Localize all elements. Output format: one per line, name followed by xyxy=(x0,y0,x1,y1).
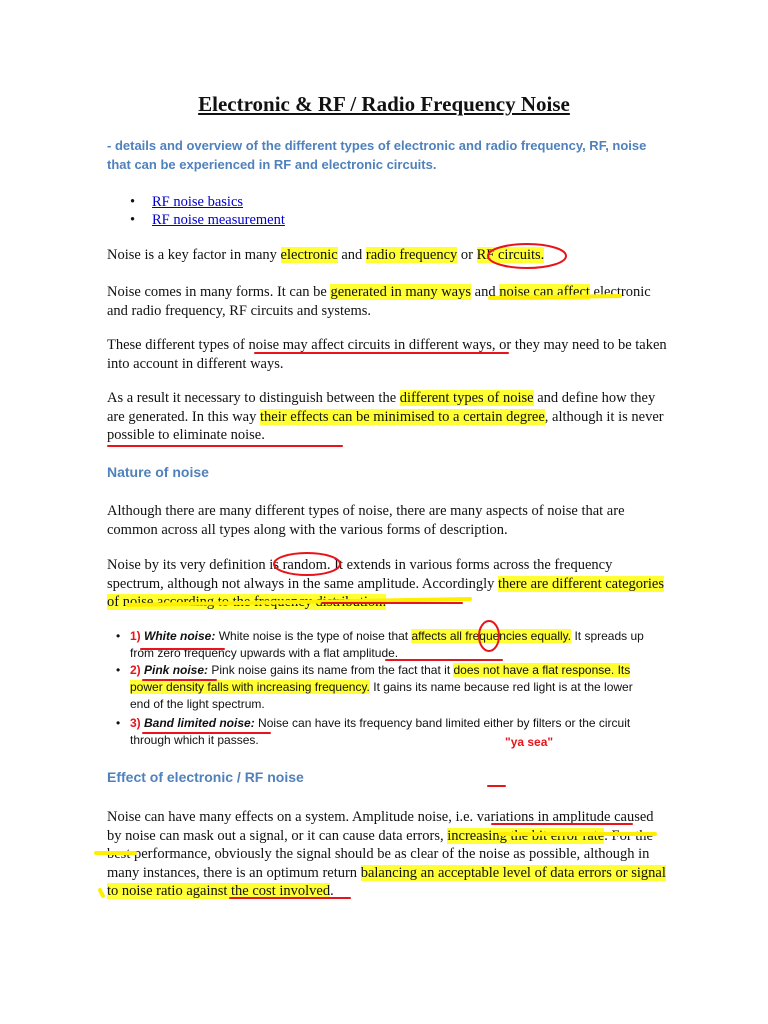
highlight-stroke xyxy=(100,890,103,896)
highlight: RF circuits. xyxy=(476,247,545,263)
highlight: their effects can be minimised to a certain degree xyxy=(260,408,545,425)
paragraph-1 xyxy=(107,246,667,265)
paragraph-4 xyxy=(107,389,667,445)
link-rf-noise-basics[interactable]: RF noise basics xyxy=(152,194,244,210)
paragraph-2 xyxy=(107,283,667,320)
list-item xyxy=(130,211,285,229)
highlight: radio frequency xyxy=(365,247,458,263)
annotation-number: 2) xyxy=(130,663,141,677)
list-item xyxy=(130,193,285,211)
link-rf-noise-measurement[interactable]: RF noise measurement xyxy=(152,212,285,228)
text: It gains its name because red light is at the lower end of the light spectrum. xyxy=(130,680,633,711)
text: As a result it necessary to distinguish between the xyxy=(107,390,400,406)
annotation-number: 1) xyxy=(130,629,141,643)
text: and xyxy=(337,247,366,263)
highlight: balancing an acceptable level of data errors or signal to noise ratio against the cost involved xyxy=(107,864,666,899)
link-list xyxy=(130,193,285,229)
text: or xyxy=(457,247,477,263)
text: Noise can have its frequency band limited either by filters or the circuit through which it passes. xyxy=(130,716,631,747)
text: and xyxy=(471,284,500,300)
text: White noise is the type of noise that xyxy=(215,629,412,643)
bullet-icon: • xyxy=(116,663,121,677)
list-item-white-noise xyxy=(116,628,650,662)
highlight: there are different categories of noise according to the frequency distribution: xyxy=(107,575,664,610)
annotation-number: 3) xyxy=(130,716,141,730)
highlight: electronic xyxy=(280,247,338,263)
text: electronic and radio frequency, RF circuits and systems. xyxy=(107,284,651,319)
paragraph-6 xyxy=(107,556,667,612)
text: Noise by its very definition is random. It extends in various forms across the frequency spectrum, although not always in the same amplitude. Accordingly xyxy=(107,557,613,592)
bullet-icon: • xyxy=(130,194,136,210)
text: Noise is a key factor in many xyxy=(107,247,281,263)
text: . xyxy=(330,883,334,899)
highlight: increasing the bit error rate xyxy=(447,827,605,844)
highlight: different types of noise xyxy=(399,390,534,406)
page-subtitle: - details and overview of the different types of electronic and radio frequency, RF, noise that can be experienced in RF and electronic circuits. xyxy=(107,138,647,172)
highlight: affects all frequencies equally. xyxy=(411,629,572,643)
text: It spreads up from zero frequency upwards with a flat amplitude. xyxy=(130,629,644,660)
list-item-pink-noise xyxy=(116,662,650,713)
page-title: Electronic & RF / Radio Frequency Noise xyxy=(198,92,570,116)
highlight: generated in many ways xyxy=(330,284,472,300)
term-label: Pink noise: xyxy=(144,663,209,677)
bullet-icon: • xyxy=(130,212,136,228)
text: . For the best performance, obviously the signal should be as clear of the noise as possible, although in many instances, there is an optimum return xyxy=(107,827,653,881)
list-item-band-limited-noise xyxy=(116,715,650,749)
bullet-icon: • xyxy=(116,716,121,730)
text: Pink noise gains its name from the fact that it xyxy=(208,663,454,677)
term-label: Band limited noise: xyxy=(144,716,255,730)
heading-effect-of-noise: Effect of electronic / RF noise xyxy=(107,769,304,785)
paragraph-7 xyxy=(107,808,667,901)
highlight: noise can affect xyxy=(499,284,590,300)
heading-nature-of-noise: Nature of noise xyxy=(107,464,209,480)
paragraph-5: Although there are many different types of noise, there are many aspects of noise that are common across all types along with the various forms of description. xyxy=(107,503,625,538)
bullet-icon: • xyxy=(116,629,121,643)
highlight: does not have a flat response. Its power density falls with increasing frequency. xyxy=(130,663,631,694)
handwritten-note: "ya sea" xyxy=(505,735,554,749)
term-label: White noise: xyxy=(144,629,216,643)
text: and define how they are generated. In this way xyxy=(107,390,656,425)
text: Noise can have many effects on a system. Amplitude noise, i.e. variations in amplitude caused by noise can mask out a signal, or it can cause data errors, xyxy=(107,809,654,844)
text: Noise comes in many forms. It can be xyxy=(107,284,331,300)
paragraph-3: These different types of noise may affect circuits in different ways, or they may need to be taken into account in different ways. xyxy=(107,337,667,372)
text: , although it is never possible to eliminate noise. xyxy=(107,408,664,443)
